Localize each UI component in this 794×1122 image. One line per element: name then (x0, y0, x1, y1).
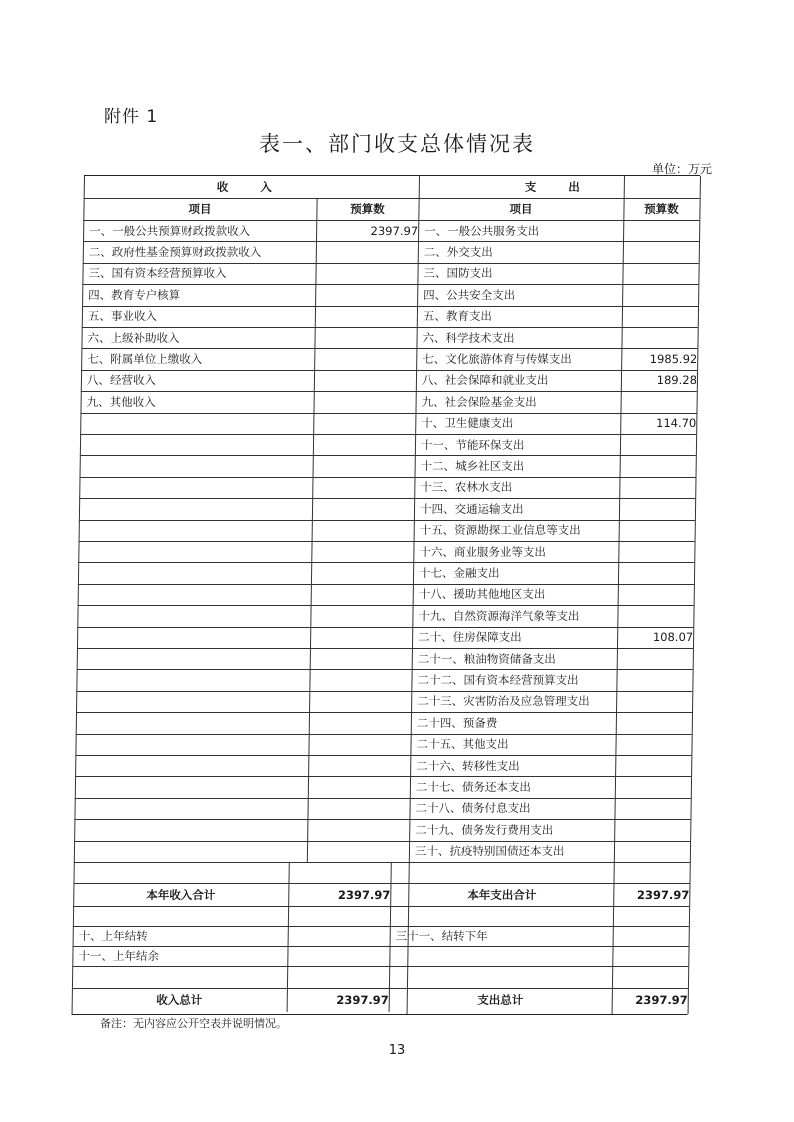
table-row (76, 691, 692, 713)
spacer-row (73, 906, 689, 927)
income-item: 二、政府性基金预算财政拨款收入 (88, 245, 262, 260)
income-year-total-value: 2397.97 (337, 887, 391, 902)
expense-value (622, 306, 704, 327)
expense-year-total-value: 2397.97 (636, 887, 690, 902)
expense-value (614, 841, 696, 862)
income-item (76, 691, 315, 712)
expense-item: 三、国防支出 (423, 266, 493, 281)
expense-value (620, 455, 702, 476)
expense-item: 二十一、粮油物资储备支出 (417, 651, 556, 666)
expense-item: 十二、城乡社区支出 (420, 459, 525, 474)
income-item (78, 541, 317, 562)
income-value (314, 327, 422, 348)
footnote: 备注：无内容应公开空表并说明情况。 (100, 1017, 287, 1030)
income-year-total-label: 本年收入合计 (146, 887, 216, 902)
carry-income-item: 十一、上年结余 (78, 949, 160, 963)
income-value (315, 306, 423, 327)
table-row (74, 819, 690, 841)
expense-value (622, 263, 704, 284)
expense-value (619, 498, 701, 519)
income-value (307, 841, 415, 862)
income-item (76, 669, 315, 690)
expense-item: 七、文化旅游体育与传媒支出 (422, 352, 572, 367)
income-value (314, 348, 422, 369)
income-item (74, 819, 313, 840)
expense-value: 1985.92 (649, 352, 698, 367)
carry-expense-item: 三十一、结转下年 (395, 929, 488, 943)
carry-row (72, 946, 688, 967)
expense-item: 五、教育支出 (422, 309, 493, 324)
expense-item: 十九、自然资源海洋气象等支出 (418, 608, 580, 623)
income-value (313, 434, 421, 455)
table-row (83, 241, 699, 263)
expense-item: 十七、金融支出 (418, 566, 500, 581)
page-number: 13 (388, 1043, 406, 1058)
income-value: 2397.97 (370, 223, 419, 238)
income-item (77, 605, 316, 626)
table-row (79, 498, 695, 520)
income-value (310, 627, 418, 648)
expense-item: 十五、资源勘探工业信息等支出 (419, 523, 581, 538)
expense-item: 十三、农林水支出 (420, 480, 513, 495)
page-title: 表一、部门收支总体情况表 (259, 132, 535, 156)
income-item (79, 498, 318, 519)
expense-value (616, 669, 698, 690)
table-row (81, 327, 697, 349)
expense-item: 二十六、转移性支出 (416, 758, 520, 773)
expense-item: 二、外交支出 (423, 245, 493, 260)
income-value (311, 541, 419, 562)
expense-value (617, 648, 699, 669)
table-row (76, 712, 692, 734)
spacer-row (73, 862, 689, 884)
expense-item: 六、科学技术支出 (422, 330, 515, 345)
table-row (79, 477, 695, 499)
income-grand-total-value: 2397.97 (336, 993, 389, 1007)
income-item (74, 841, 313, 862)
expense-item: 十四、交通运输支出 (419, 501, 524, 516)
expense-item: 二十七、债务还本支出 (415, 780, 532, 795)
expense-item: 九、社会保险基金支出 (421, 394, 537, 409)
table-row (82, 306, 698, 328)
expense-value (620, 391, 702, 412)
expense-value (615, 734, 697, 755)
expense-value: 108.07 (652, 630, 694, 645)
income-item: 六、上级补助收入 (87, 330, 180, 345)
table-row (78, 562, 694, 584)
expense-item: 十六、商业服务业等支出 (419, 544, 547, 559)
income-value (308, 734, 416, 755)
table-row (81, 370, 697, 392)
expense-value (622, 284, 704, 305)
income-item: 四、教育专户核算 (88, 287, 181, 302)
income-grand-total-label: 收入总计 (156, 993, 203, 1007)
income-item (80, 413, 319, 434)
section-header-row (84, 176, 700, 199)
table-row (78, 584, 694, 606)
attachment-label: 附件 1 (104, 107, 159, 127)
expense-item: 八、社会保障和就业支出 (421, 373, 549, 388)
expense-value (620, 434, 702, 455)
carry-expense-item (389, 946, 618, 966)
expense-item: 十八、援助其他地区支出 (418, 587, 546, 602)
income-value (312, 477, 420, 498)
table-row (77, 605, 693, 627)
income-item (78, 584, 317, 605)
income-value (307, 819, 415, 840)
income-budget-header: 预算数 (350, 202, 385, 216)
budget-summary-table (72, 175, 700, 1015)
table-row (81, 348, 697, 370)
income-item: 七、附属单位上缴收入 (87, 352, 203, 367)
expense-value (619, 477, 701, 498)
table-row (78, 541, 694, 563)
income-item (77, 627, 316, 648)
income-value (313, 455, 421, 476)
expense-value (614, 819, 696, 840)
carry-expense-value (613, 926, 695, 946)
expense-item: 二十九、债务发行费用支出 (415, 822, 554, 837)
income-value (315, 284, 423, 305)
expense-value (618, 541, 700, 562)
expense-item: 三十、抗疫特别国债还本支出 (414, 844, 565, 859)
income-item: 五、事业收入 (87, 309, 158, 324)
expense-section-header: 支 出 (524, 180, 594, 194)
table-row (74, 841, 690, 863)
expense-item: 四、公共安全支出 (423, 287, 516, 302)
income-item (75, 734, 314, 755)
expense-value (617, 605, 699, 626)
expense-item: 二十五、其他支出 (416, 737, 509, 752)
income-item (74, 798, 313, 819)
expense-item: 十一、节能环保支出 (420, 437, 525, 452)
expense-value (614, 798, 696, 819)
expense-value (618, 562, 700, 583)
table-row (82, 284, 698, 306)
income-item: 九、其他收入 (86, 394, 156, 409)
income-item (79, 477, 318, 498)
income-value (313, 413, 421, 434)
table-row (77, 627, 693, 649)
table-row (77, 648, 693, 670)
income-item (78, 562, 317, 583)
expense-budget-header: 预算数 (644, 202, 679, 216)
table-row (79, 520, 695, 542)
expense-item: 二十、住房保障支出 (418, 630, 522, 645)
carry-income-value (288, 926, 396, 946)
income-value (311, 562, 419, 583)
income-item (75, 755, 314, 776)
expense-item: 二十三、灾害防治及应急管理支出 (417, 694, 590, 709)
expense-value: 114.70 (655, 416, 697, 431)
income-item: 三、国有资本经营预算收入 (88, 266, 227, 281)
expense-item-header: 项目 (509, 202, 533, 216)
income-item (80, 434, 319, 455)
expense-item: 二十八、债务付息支出 (415, 801, 531, 816)
expense-grand-total-value: 2397.97 (635, 993, 688, 1007)
table-row (75, 734, 691, 756)
expense-value (615, 776, 697, 797)
income-value (311, 584, 419, 605)
table-row (75, 755, 691, 777)
table-row (80, 434, 696, 456)
income-value (307, 798, 415, 819)
income-item (77, 648, 316, 669)
expense-value (616, 691, 698, 712)
income-item: 八、经营收入 (86, 373, 157, 388)
expense-item: 一、一般公共服务支出 (424, 223, 540, 238)
unit-label: 单位：万元 (651, 162, 712, 176)
column-header-row (83, 198, 699, 221)
expense-item: 十、卫生健康支出 (421, 416, 514, 431)
spacer-row (72, 966, 688, 989)
income-value (312, 520, 420, 541)
income-value (309, 669, 417, 690)
expense-item: 二十四、预备费 (416, 715, 498, 730)
income-section-header: 收 入 (216, 180, 286, 194)
year-totals-row (73, 883, 689, 907)
expense-value (619, 520, 701, 541)
expense-value (623, 241, 705, 262)
income-item: 一、一般公共预算财政拨款收入 (89, 223, 251, 238)
carry-row (73, 926, 689, 947)
grand-totals-row (72, 988, 688, 1012)
income-item (80, 455, 319, 476)
expense-value (623, 220, 705, 241)
table-row (76, 669, 692, 691)
income-value (313, 391, 421, 412)
expense-value: 189.28 (656, 373, 698, 388)
expense-value (618, 584, 700, 605)
expense-grand-total-label: 支出总计 (477, 993, 524, 1007)
income-value (308, 755, 416, 776)
income-value (309, 691, 417, 712)
income-value (312, 498, 420, 519)
expense-value (621, 327, 703, 348)
table-row (80, 455, 696, 477)
carry-expense-value (612, 946, 694, 966)
expense-item: 二十二、国有资本经营预算支出 (417, 673, 579, 688)
carry-income-value (287, 946, 395, 966)
table-row (74, 798, 690, 820)
income-value (314, 370, 422, 391)
income-value (308, 776, 416, 797)
income-item (79, 520, 318, 541)
expense-year-total-label: 本年支出合计 (467, 887, 537, 902)
table-row (82, 263, 698, 285)
table-row (75, 776, 691, 798)
income-item (75, 776, 314, 797)
income-value (310, 648, 418, 669)
income-value (315, 263, 423, 284)
income-value (316, 241, 424, 262)
table-row (80, 413, 696, 435)
income-item (76, 712, 315, 733)
income-value (310, 605, 418, 626)
table-row (83, 220, 699, 242)
income-value (309, 712, 417, 733)
table-row (80, 391, 696, 413)
carry-income-item: 十、上年结转 (78, 929, 148, 943)
expense-value (616, 712, 698, 733)
income-item-header: 项目 (188, 202, 212, 216)
expense-value (615, 755, 697, 776)
